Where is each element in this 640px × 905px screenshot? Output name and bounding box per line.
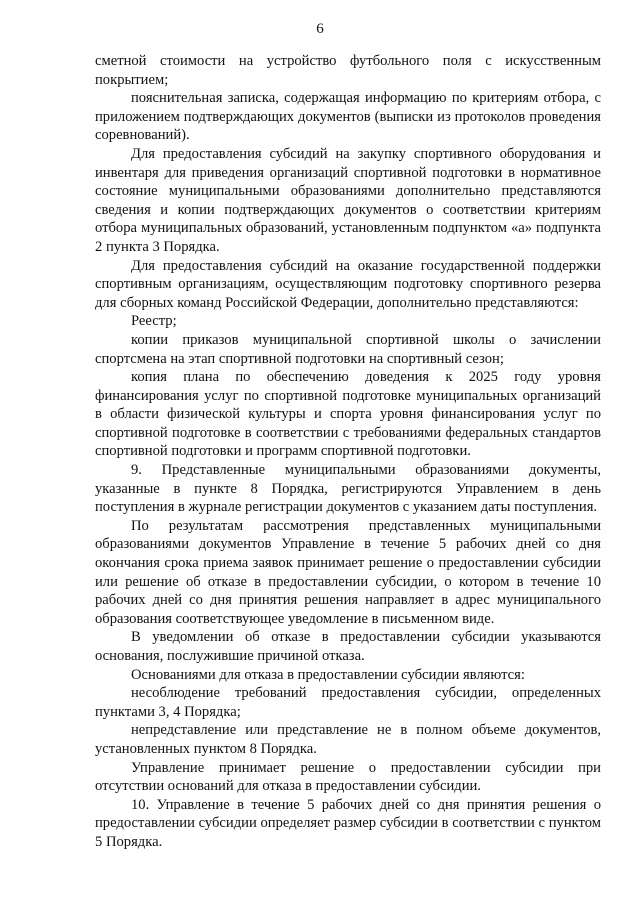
paragraph-review-results: По результатам рассмотрения представленных муниципальными образованиями документов Управление в течение 5 рабочих дней со дня окончания срока приема заявок принимает решение о предоставлении субсидии или решение об отказе в предоставлении субсидии, о котором в течение 10 рабочих дней со дня принятия решения направляет в адрес муниципального образования соответствующее уведомление в письменном виде. (95, 517, 601, 627)
paragraph-funding-plan: копия плана по обеспечению доведения к 2025 году уровня финансирования услуг по спортивной подготовке муниципальных организаций в области физической культуры и спорта уровня финансирования услуг по спортивной подготовке в соответствии с требованиями федеральных стандартов спортивной подготовки и программ спортивной подготовки. (95, 369, 601, 460)
paragraph-item-9: 9. Представленные муниципальными образованиями документы, указанные в пункте 8 Порядка, регистрируются Управлением в день поступления в журнале регистрации документов с указанием даты поступления. (95, 462, 601, 516)
paragraph-explanatory-note: пояснительная записка, содержащая информацию по критериям отбора, с приложением подтверждающих документов (выписки из протоколов проведения соревнований). (95, 90, 601, 144)
paragraph-missing-documents: непредставление или представление не в полном объеме документов, установленных пунктом 8 Порядка. (95, 722, 601, 757)
paragraph-refusal-notice: В уведомлении об отказе в предоставлении субсидии указываются основания, послужившие причиной отказа. (95, 629, 601, 664)
paragraph-refusal-grounds: Основаниями для отказа в предоставлении субсидии являются: (131, 666, 525, 683)
page-number: 6 (316, 21, 324, 37)
paragraph-equipment-subsidy: Для предоставления субсидий на закупку спортивного оборудования и инвентаря для приведения организаций спортивной подготовки в нормативное состояние муниципальными образованиями дополнительно представляются сведения и копии подтверждающих документов о соответствии критериям отбора муниципальных образований, установленным подпунктом «а» подпункта 2 пункта 3 Порядка. (95, 145, 601, 255)
paragraph-item-10: 10. Управление в течение 5 рабочих дней со дня принятия решения о предоставлении субсидии определяет размер субсидии в соответствии с пунктом 5 Порядка. (95, 796, 601, 850)
paragraph-continuation: сметной стоимости на устройство футбольного поля с искусственным покрытием; (95, 53, 601, 88)
paragraph-noncompliance: несоблюдение требований предоставления субсидии, определенных пунктами 3, 4 Порядка; (95, 685, 601, 720)
paragraph-state-support-subsidy: Для предоставления субсидий на оказание государственной поддержки спортивным организациям, осуществляющим подготовку спортивного резерва для сборных команд Российской Федерации, дополнительно представляются: (95, 257, 601, 311)
paragraph-registry: Реестр; (131, 313, 177, 330)
paragraph-school-orders: копии приказов муниципальной спортивной школы о зачислении спортсмена на этап спортивной подготовки на спортивный сезон; (95, 331, 601, 367)
document-body (95, 52, 601, 852)
paragraph-decision: Управление принимает решение о предоставлении субсидии при отсутствии оснований для отказа в предоставлении субсидии. (95, 759, 601, 795)
